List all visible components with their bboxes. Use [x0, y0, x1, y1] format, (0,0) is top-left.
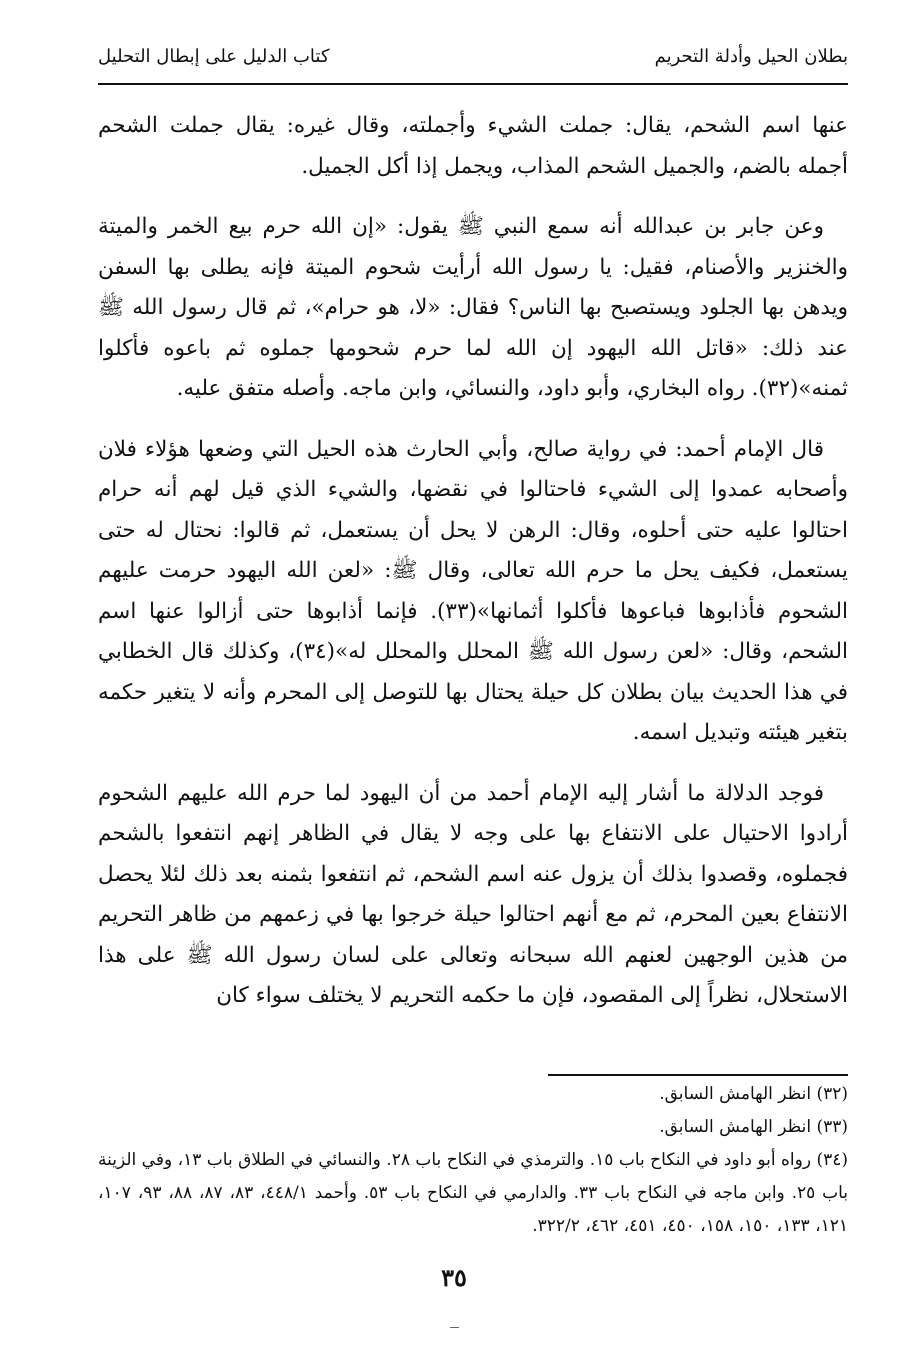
bottom-mark: [450, 1327, 459, 1328]
chapter-title: بطلان الحيل وأدلة التحريم: [654, 46, 848, 67]
paragraph: وعن جابر بن عبدالله أنه سمع النبي ﷺ يقول: «إن الله حرم بيع الخمر والميتة والخنزير والأصنام، فقيل: يا رسول الله أرأيت شحوم الميتة فإنه يطلى بها السفن ويدهن بها الجلود ويستصبح بها الناس؟ فقال: «لا، هو حرام»، ثم قال رسول الله ﷺ عند ذلك: «قاتل الله اليهود إن الله لما حرم شحومها جملوه ثم باعوه فأكلوا ثمنه»(٣٢). رواه البخاري، وأبو داود، والنسائي، وابن ماجه. وأصله متفق عليه.: [98, 214, 848, 401]
running-header: [98, 46, 848, 76]
page-number: ٣٥: [441, 1263, 467, 1292]
footnotes: [98, 1078, 848, 1243]
book-title: كتاب الدليل على إبطال التحليل: [98, 46, 330, 67]
footnote: (٣٢) انظر الهامش السابق.: [659, 1084, 848, 1104]
footnote-rule: [548, 1074, 848, 1076]
header-rule: [98, 83, 848, 85]
main-text: [98, 106, 848, 1037]
paragraph: قال الإمام أحمد: في رواية صالح، وأبي الحارث هذه الحيل التي وضعها هؤلاء فلان وأصحابه عمدوا إلى الشيء فاحتالوا في نقضها، والشيء الذي قيل لهم أنه حرام احتالوا عليه حتى أحلوه، وقال: الرهن لا يحل أن يستعمل، ثم قالوا: نحتال له حتى يستعمل، فكيف يحل ما حرم الله تعالى، وقال ﷺ: «لعن الله اليهود حرمت عليهم الشحوم فأذابوها فباعوها فأكلوا أثمانها»(٣٣). فإنما أذابوها حتى أزالوا عنها اسم الشحم، وقال: «لعن رسول الله ﷺ المحلل والمحلل له»(٣٤)، وكذلك قال الخطابي في هذا الحديث بيان بطلان كل حيلة يحتال بها للتوصل إلى المحرم وأنه لا يتغير حكمه بتغير هيئته وتبديل اسمه.: [98, 436, 848, 745]
footnote: (٣٤) رواه أبو داود في النكاح باب ١٥. والترمذي في النكاح باب ٢٨. والنسائي في الطلاق باب ١٣، وفي الزينة باب ٢٥. وابن ماجه في النكاح باب ٣٣. والدارمي في النكاح باب ٥٣. وأحمد ٤٤٨/١، ٨٣، ٨٧، ٨٨، ٩٣، ١٠٧، ١٢١، ١٣٣، ١٥٠، ١٥٨، ٤٥٠، ٤٥١، ٤٦٢، ٣٢٢/٢.: [98, 1150, 849, 1236]
paragraph: فوجد الدلالة ما أشار إليه الإمام أحمد من أن اليهود لما حرم الله عليهم الشحوم أرادوا الاحتيال على الانتفاع بها على وجه لا يقال في الظاهر إنهم انتفعوا بالشحم فجملوه، وقصدوا بذلك أن يزول عنه اسم الشحم، ثم انتفعوا بثمنه بعد ذلك لئلا يحصل الانتفاع بعين المحرم، ثم مع أنهم احتالوا حيلة خرجوا بها في زعمهم من ظاهر التحريم من هذين الوجهين لعنهم الله سبحانه وتعالى على لسان رسول الله ﷺ على هذا الاستحلال، نظراً إلى المقصود، فإن ما حكمه التحريم لا يختلف سواء كان: [98, 780, 848, 1008]
footnote: (٣٣) انظر الهامش السابق.: [659, 1117, 848, 1137]
paragraph: عنها اسم الشحم، يقال: جملت الشيء وأجملته، وقال غيره: يقال جملت الشحم أجمله بالضم، والجميل الشحم المذاب، ويجمل إذا أكل الجميل.: [98, 113, 848, 179]
